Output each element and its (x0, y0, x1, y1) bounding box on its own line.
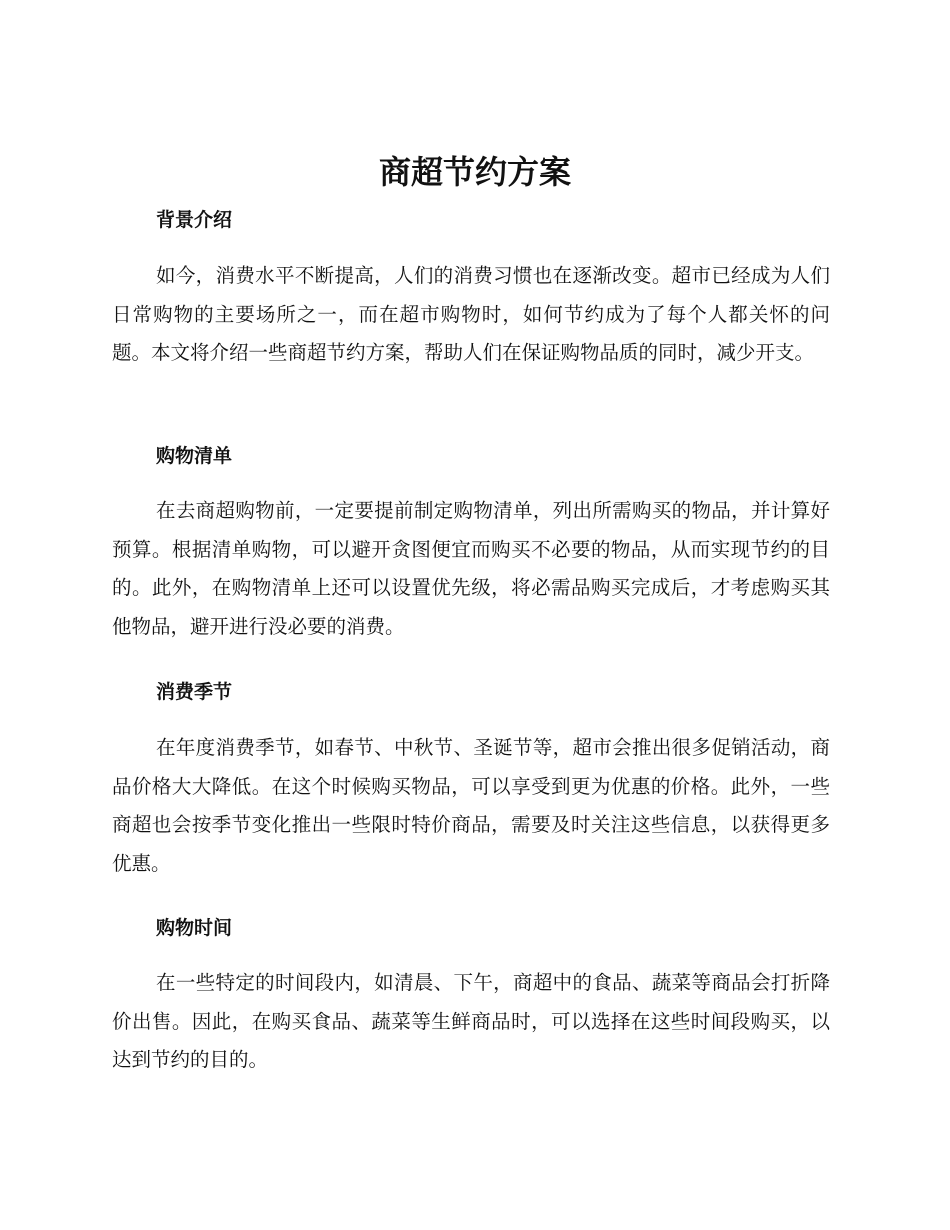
document-title: 商超节约方案 (378, 153, 571, 191)
section-heading-shopping-list: 购物清单 (156, 445, 233, 467)
section-paragraph-background: 如今，消费水平不断提高，人们的消费习惯也在逐渐改变。超市已经成为人们日常购物的主要场所之一，而在超市购物时，如何节约成为了每个人都关怀的问题。本文将介绍一些商超节约方案，帮助人们在保证购物品质的同时，减少开支。 (112, 264, 830, 364)
section-paragraph-shopping-time: 在一些特定的时间段内，如清晨、下午，商超中的食品、蔬菜等商品会打折降价出售。因此，在购买食品、蔬菜等生鲜商品时，可以选择在这些时间段购买，以达到节约的目的。 (112, 971, 830, 1071)
section-paragraph-consumption-season: 在年度消费季节，如春节、中秋节、圣诞节等，超市会推出很多促销活动，商品价格大大降低。在这个时候购买物品，可以享受到更为优惠的价格。此外，一些商超也会按季节变化推出一些限时特价商品，需要及时关注这些信息，以获得更多优惠。 (112, 736, 830, 875)
section-paragraph-shopping-list: 在去商超购物前，一定要提前制定购物清单，列出所需购买的物品，并计算好预算。根据清单购物，可以避开贪图便宜而购买不必要的物品，从而实现节约的目的。此外，在购物清单上还可以设置优先级，将必需品购买完成后，才考虑购买其他物品，避开进行没必要的消费。 (112, 499, 830, 638)
section-heading-shopping-time: 购物时间 (156, 917, 233, 939)
section-heading-consumption-season: 消费季节 (156, 681, 233, 703)
section-heading-background: 背景介绍 (156, 209, 233, 231)
